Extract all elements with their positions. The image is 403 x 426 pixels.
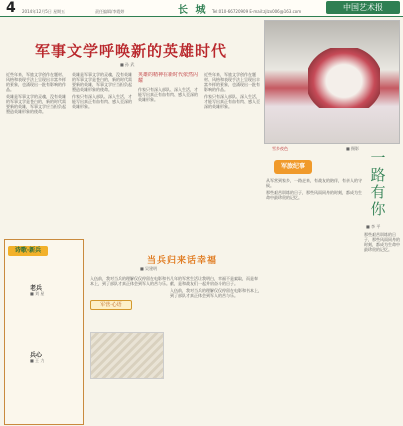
pull-quote: 英雄的精神在新时代依然闪耀 <box>138 72 199 84</box>
main-article-paragraph: 作家只有深入部队、深入生活，才能写出真正有血有肉、感人至深的英雄形象。 <box>138 87 198 102</box>
photo-caption-left: 雪乡夜色 <box>272 146 288 151</box>
second-article-paragraph: 几年的军营生活让我明白，幸福不是索取，而是奉献，是和战友们一起并肩奋斗的日子。 <box>170 276 258 286</box>
main-article-column-3 <box>138 72 200 237</box>
contact-line: Tel:010-66720909 E-mail:zjlzx006@163.com <box>212 9 302 14</box>
right-article-paragraph: 那些艰苦训练的日子，那些风雨同舟的时刻，都成为生命中最珍贵的记忆。 <box>364 232 400 252</box>
poem1-title: 老兵 <box>30 285 43 292</box>
right-article-byline: ■ 李 平 <box>366 224 381 229</box>
main-article-title: 军事文学呼唤新的英雄时代 <box>34 42 227 60</box>
poem2-title: 兵心 <box>30 352 43 359</box>
main-article-paragraph: 作家只有深入部队、深入生活，才能写出真正有血有肉、感人至深的英雄形象。 <box>72 94 132 109</box>
right-article-paragraph: 从军营到家乡，一路走来，有战友的陪伴，有亲人的守候。 <box>266 178 362 188</box>
page-number: 4 <box>6 0 16 16</box>
poems-column-tag: 诗歌·新兵 <box>8 246 48 256</box>
photo-caption-right: ■ 摄影 <box>346 146 360 151</box>
editor-line: 责任编辑/李霞婷 <box>95 9 125 14</box>
main-article-byline: ■ 孙 武 <box>120 62 135 67</box>
main-article-column-1 <box>6 72 68 237</box>
section-badge: 军旅纪事 <box>274 160 312 174</box>
second-article-paragraph: 入伍前，我对当兵的理解仅仅停留在电影和书本上，到了部队才真正体会到军人的苦与乐。 <box>90 276 170 286</box>
right-article-column-2 <box>364 232 400 422</box>
main-article-paragraph: 英雄是军事文学的灵魂，没有英雄的军事文学是苍白的，新的时代需要新的英雄，军事文学应当担负起塑造英雄形象的使命。 <box>72 72 132 92</box>
poem2-author: ■ 王 力 <box>30 358 45 363</box>
issue-date: 2014年12月5日 星期五 <box>22 9 66 14</box>
main-article-paragraph: 近些年来，军旅文学创作在题材、风格和表现手法上呈现出丰富多样的景象，也涌现出一批有影响的作品。 <box>204 72 260 92</box>
right-article-paragraph: 那些艰苦训练的日子，那些风雨同舟的时刻，都成为生命中最珍贵的记忆。 <box>266 190 362 200</box>
main-article-column-2 <box>72 72 134 232</box>
newspaper-logo: 中国艺术报 <box>326 1 400 14</box>
second-article-column-2 <box>170 276 262 421</box>
main-article-column-4 <box>204 72 260 237</box>
second-article-title: 当兵归来话幸福 <box>146 256 217 266</box>
photo-subject <box>308 48 380 108</box>
right-article-column <box>266 178 362 422</box>
section-title: 长 城 <box>178 5 208 16</box>
second-article-byline: ■ 吴建明 <box>140 266 158 271</box>
second-article-paragraph: 入伍前，我对当兵的理解仅仅停留在电影和书本上，到了部队才真正体会到军人的苦与乐。 <box>170 288 262 298</box>
sketch-illustration <box>90 332 164 379</box>
main-article-paragraph: 作家只有深入部队、深入生活，才能写出真正有血有肉、感人至深的英雄形象。 <box>204 94 260 109</box>
second-article-tag: 军营·心语 <box>90 300 132 310</box>
vertical-title: 一路有你 <box>370 149 386 218</box>
poem1-author: ■ 刘 星 <box>30 291 45 296</box>
poems-box <box>4 239 84 425</box>
main-article-paragraph: 近些年来，军旅文学创作在题材、风格和表现手法上呈现出丰富多样的景象，也涌现出一批有影响的作品。 <box>6 72 66 92</box>
main-article-paragraph: 英雄是军事文学的灵魂，没有英雄的军事文学是苍白的，新的时代需要新的英雄，军事文学应当担负起塑造英雄形象的使命。 <box>6 94 66 114</box>
second-article-column-1 <box>90 276 170 326</box>
